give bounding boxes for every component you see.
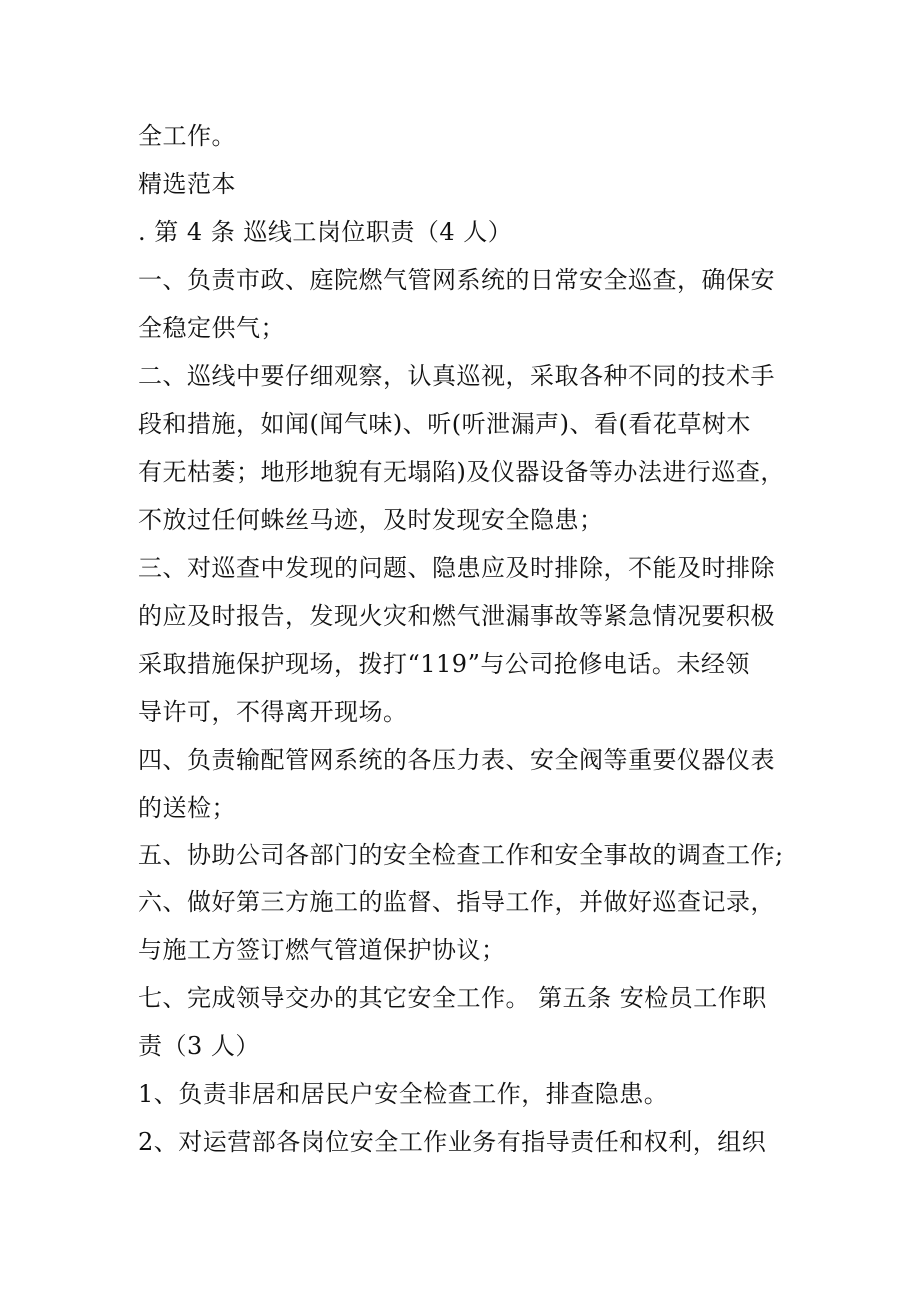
text-line-5: 全稳定供气； — [138, 314, 285, 342]
text-line-22: 2、对运营部各岗位安全工作业务有指导责任和权利，组织 — [138, 1128, 767, 1156]
text-line-14: 四、负责输配管网系统的各压力表、安全阀等重要仪器仪表 — [138, 746, 775, 774]
text-line-19: 七、完成领导交办的其它安全工作。 第五条 安检员工作职 — [138, 984, 767, 1012]
text-line-13: 导许可，不得离开现场。 — [138, 698, 408, 726]
text-line-10: 三、对巡查中发现的问题、隐患应及时排除，不能及时排除 — [138, 554, 775, 582]
text-line-21: 1、负责非居和居民户安全检查工作，排查隐患。 — [138, 1080, 669, 1108]
text-line-4: 一、负责市政、庭院燃气管网系统的日常安全巡查，确保安 — [138, 266, 775, 294]
text-line-9: 不放过任何蛛丝马迹，及时发现安全隐患； — [138, 506, 604, 534]
text-line-20: 责（3 人） — [138, 1032, 260, 1060]
text-line-15: 的送检； — [138, 794, 236, 822]
text-line-8: 有无枯萎；地形地貌有无塌陷)及仪器设备等办法进行巡查， — [138, 458, 785, 486]
text-line-17: 六、做好第三方施工的监督、指导工作，并做好巡查记录， — [138, 888, 775, 916]
text-line-12: 采取措施保护现场，拨打“119”与公司抢修电话。未经领 — [138, 650, 750, 678]
text-line-18: 与施工方签订燃气管道保护协议； — [138, 936, 506, 964]
text-line-7: 段和措施，如闻(闻气味)、听(听泄漏声)、看(看花草树木 — [138, 410, 751, 438]
text-line-16: 五、协助公司各部门的安全检查工作和安全事故的调查工作; — [138, 841, 784, 869]
text-line-6: 二、巡线中要仔细观察，认真巡视，采取各种不同的技术手 — [138, 362, 775, 390]
text-line-1: 全工作。 — [138, 122, 236, 150]
text-line-11: 的应及时报告，发现火灾和燃气泄漏事故等紧急情况要积极 — [138, 602, 775, 630]
text-line-2: 精选范本 — [138, 170, 236, 198]
document-text-block — [138, 112, 798, 1166]
text-line-3-article-heading: . 第 4 条 巡线工岗位职责（4 人） — [138, 218, 513, 246]
